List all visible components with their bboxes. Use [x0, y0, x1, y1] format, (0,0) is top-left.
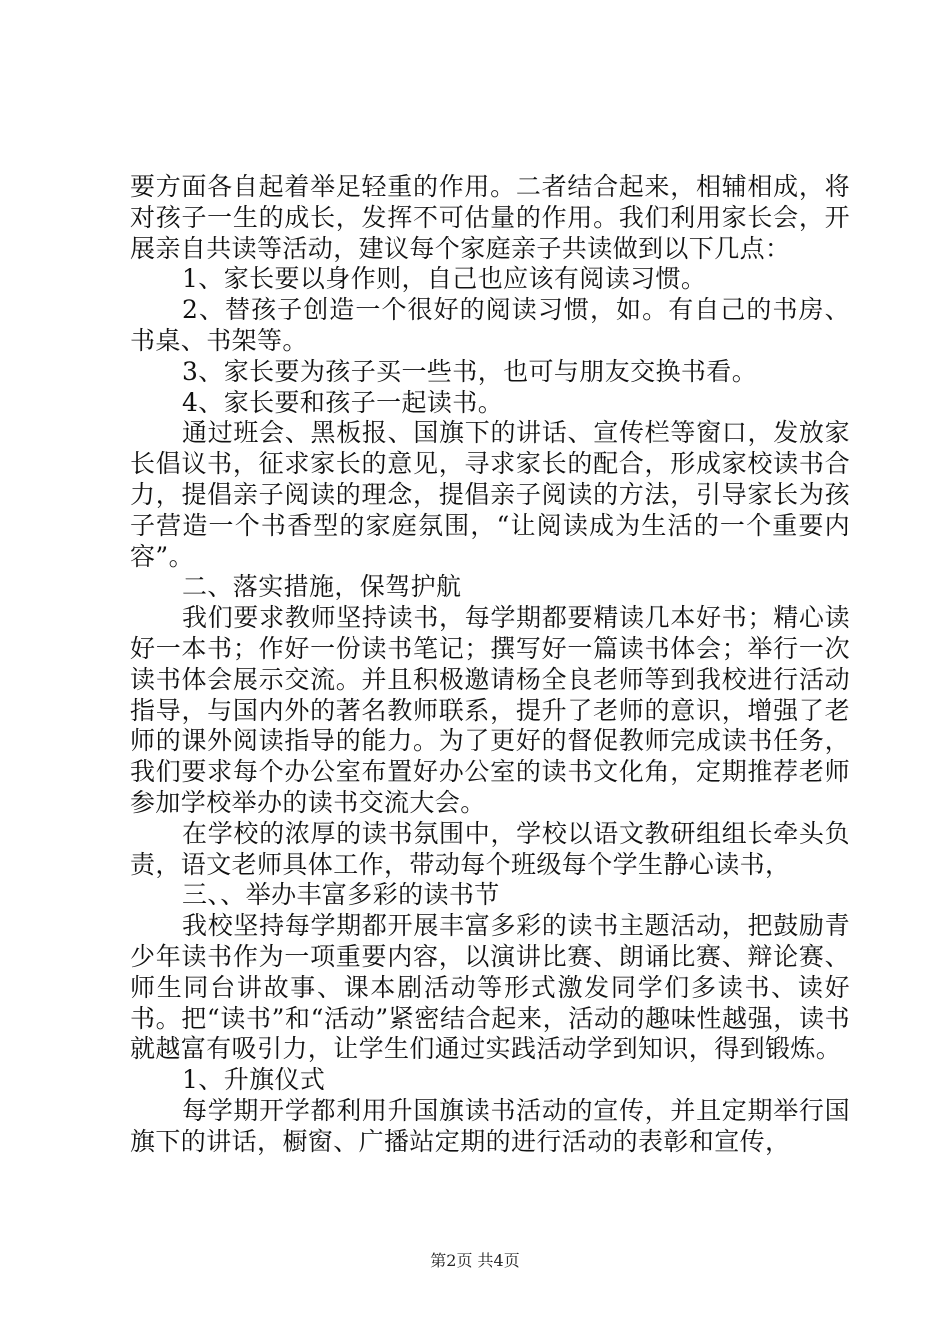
paragraph: 我校坚持每学期都开展丰富多彩的读书主题活动，把鼓励青少年读书作为一项重要内容，以演讲比赛、朗诵比赛、辩论赛、师生同台讲故事、课本剧活动等形式激发同学们多读书、读好书。把“读书”和“活动”紧密结合起来，活动的趣味性越强，读书就越富有吸引力，让学生们通过实践活动学到知识，得到锻炼。	[130, 911, 850, 1064]
section-heading: 三、、举办丰富多彩的读书节	[182, 880, 500, 910]
list-item: 1、家长要以身作则，自己也应该有阅读习惯。	[182, 264, 707, 294]
paragraph: 在学校的浓厚的读书氛围中，学校以语文教研组组长牵头负责，语文老师具体工作，带动每个班级每个学生静心读书，	[130, 818, 850, 879]
subsection-heading: 1、升旗仪式	[182, 1065, 326, 1095]
paragraph: 通过班会、黑板报、国旗下的讲话、宣传栏等窗口，发放家长倡议书，征求家长的意见，寻求家长的配合，形成家校读书合力，提倡亲子阅读的理念，提倡亲子阅读的方法，引导家长为孩子营造一个书香型的家庭氛围，“让阅读成为生活的一个重要内容”。	[130, 418, 850, 571]
list-item: 4、家长要和孩子一起读书。	[182, 387, 504, 417]
paragraph: 我们要求教师坚持读书，每学期都要精读几本好书；精心读好一本书；作好一份读书笔记；撰写好一篇读书体会；举行一次读书体会展示交流。并且积极邀请杨全良老师等到我校进行活动指导，与国内外的著名教师联系，提升了老师的意识，增强了老师的课外阅读指导的能力。为了更好的督促教师完成读书任务，我们要求每个办公室布置好办公室的读书文化角，定期推荐老师参加学校举办的读书交流大会。	[130, 603, 850, 817]
paragraph: 每学期开学都利用升国旗读书活动的宣传，并且定期举行国旗下的讲话，橱窗、广播站定期的进行活动的表彰和宣传，	[130, 1095, 850, 1156]
paragraph: 要方面各自起着举足轻重的作用。二者结合起来，相辅相成，将对孩子一生的成长，发挥不可估量的作用。我们利用家长会，开展亲自共读等活动，建议每个家庭亲子共读做到以下几点：	[130, 172, 850, 263]
list-item: 3、家长要为孩子买一些书，也可与朋友交换书看。	[182, 356, 758, 386]
document-body	[130, 172, 850, 1158]
section-heading: 二、落实措施，保驾护航	[182, 572, 462, 602]
list-item: 2、替孩子创造一个很好的阅读习惯，如。有自己的书房、书桌、书架等。	[130, 295, 850, 355]
page-number-footer: 第2页 共4页	[430, 1251, 520, 1270]
